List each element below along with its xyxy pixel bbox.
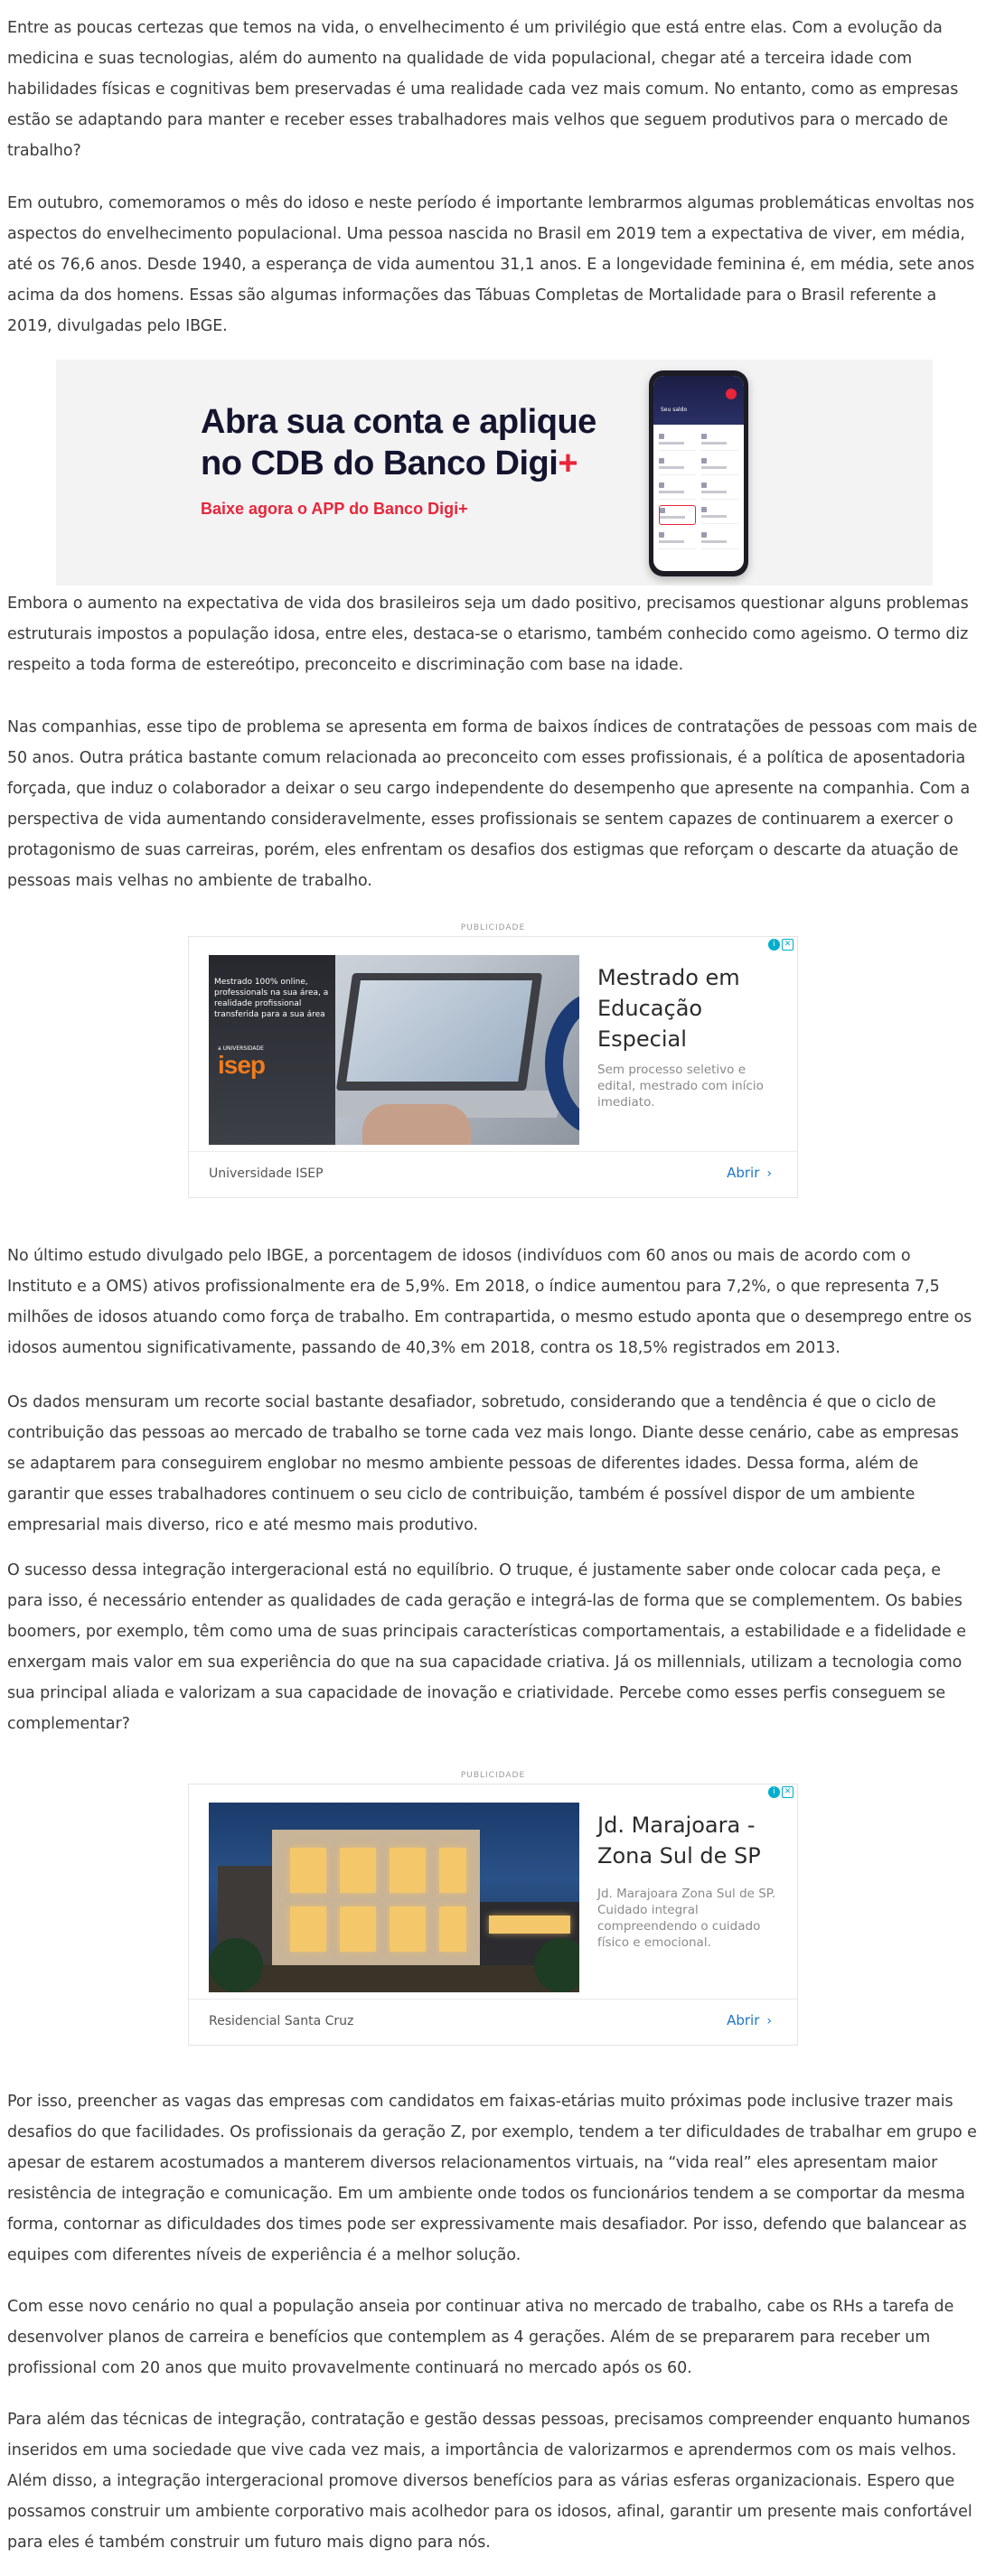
ad-image[interactable] bbox=[209, 955, 579, 1145]
ad-image-text-panel bbox=[209, 955, 335, 1145]
ground-graphic bbox=[209, 1965, 579, 1992]
chevron-right-icon: › bbox=[766, 2014, 772, 2028]
phone-menu-item bbox=[701, 432, 738, 451]
ad-open-button[interactable] bbox=[727, 1165, 772, 1181]
ad-choices[interactable] bbox=[768, 1786, 793, 1799]
ad-footer bbox=[189, 1151, 797, 1197]
phone-menu-item bbox=[659, 530, 696, 549]
phone-menu-item bbox=[659, 481, 696, 500]
ad-image-text: Mestrado 100% online, professionals na sua área, a realidade profissional transferida para a sua área bbox=[214, 978, 329, 1019]
ad-advertiser[interactable]: Residencial Santa Cruz bbox=[209, 2014, 354, 2028]
ad-description: Sem processo seletivo e edital, mestrado com início imediato. bbox=[597, 1063, 764, 1110]
ad-description: Jd. Marajoara Zona Sul de SP. Cuidado integral compreendendo o cuidado físico e emocional. bbox=[597, 1887, 776, 1950]
article-paragraph: Os dados mensuram um recorte social bastante desafiador, sobretudo, considerando que a tendência é que o ciclo de contribuição das pessoas ao mercado de trabalho se torne cada vez mais longo. Diante desse cenário, cabe as empresas se adaptarem para conseguirem englobar no mesmo ambiente pessoas de diferentes idades. Dessa forma, além de garantir que esses trabalhadores continuem o seu ciclo de contribuição, também é possível dispor de um ambiente empresarial mais diverso, rico e até mesmo mais produtivo. bbox=[7, 1393, 959, 1534]
phone-menu-item bbox=[701, 505, 738, 524]
phone-greeting: Seu saldo bbox=[661, 407, 688, 413]
ad-headline[interactable]: Mestrado em Educação Especial bbox=[597, 965, 740, 1052]
close-icon[interactable]: ✕ bbox=[782, 1786, 793, 1798]
article-paragraph: Entre as poucas certezas que temos na vida, o envelhecimento é um privilégio que está entre elas. Com a evolução da medicina e suas tecnologias, além do aumento na qualidade de vida populacional, chegar até a terceira idade com habilidades físicas e cognitivas bem preservadas é uma realidade cada vez mais comum. No entanto, como as empresas estão se adaptando para manter e receber esses trabalhadores mais velhos que seguem produtivos para o mercado de trabalho? bbox=[7, 19, 959, 160]
ad-card-isep[interactable] bbox=[188, 936, 798, 1198]
banner-title-line1: Abra sua conta e aplique bbox=[201, 403, 596, 441]
ad-open-label: Abrir bbox=[727, 2012, 760, 2028]
notification-dot-icon bbox=[726, 389, 737, 399]
article-paragraph: Para além das técnicas de integração, contratação e gestão dessas pessoas, precisamos compreender enquanto humanos inseridos em uma sociedade que vive cada vez mais, a importância de valorizarmos e aprendermos com os mais velhos. Além disso, a integração intergeracional promove diversos benefícios para as várias esferas organizacionais. Espero que possamos construir um ambiente corporativo mais acolhedor para os idosos, afinal, garantir um presente mais confortável para eles é também construir um futuro mais digno para nós. bbox=[7, 2411, 972, 2552]
banner-plus: + bbox=[558, 445, 578, 482]
banner-title bbox=[201, 401, 634, 484]
bank-banner-ad[interactable] bbox=[56, 360, 933, 585]
info-icon[interactable]: i bbox=[768, 1786, 780, 1798]
ad-label: PUBLICIDADE bbox=[460, 1771, 526, 1780]
ad-headline[interactable]: Jd. Marajoara - Zona Sul de SP bbox=[597, 1813, 761, 1869]
phone-screen bbox=[653, 376, 744, 571]
hand-graphic bbox=[362, 1104, 471, 1145]
tree-graphic bbox=[209, 1938, 263, 1992]
ad-open-button[interactable] bbox=[727, 2012, 772, 2028]
info-icon[interactable]: i bbox=[768, 939, 780, 951]
laptop-graphic bbox=[336, 973, 542, 1091]
isep-logo-text: isep bbox=[218, 1051, 266, 1079]
banner-subtitle: Baixe agora o APP do Banco Digi+ bbox=[201, 500, 468, 518]
ad-open-label: Abrir bbox=[727, 1165, 760, 1181]
ad-card-residencial[interactable] bbox=[188, 1784, 798, 2046]
phone-menu-item bbox=[701, 530, 738, 549]
phone-menu-item-active bbox=[659, 505, 696, 525]
isep-logo bbox=[218, 1045, 281, 1085]
ad-image[interactable] bbox=[209, 1803, 579, 1992]
article-paragraph: Em outubro, comemoramos o mês do idoso e neste período é importante lembrarmos algumas problemáticas envoltas nos aspectos do envelhecimento populacional. Uma pessoa nascida no Brasil em 2019 tem a expectativa de viver, em média, até os 76,6 anos. Desde 1940, a esperança de vida aumentou 31,1 anos. E a longevidade feminina é, em média, sete anos acima da dos homens. Essas são algumas informações das Tábuas Completas de Mortalidade para o Brasil referente a 2019, divulgadas pelo IBGE. bbox=[7, 194, 975, 335]
phone-menu-item bbox=[701, 481, 738, 500]
chevron-right-icon: › bbox=[766, 1166, 772, 1181]
article-paragraph: Por isso, preencher as vagas das empresas com candidatos em faixas-etárias muito próximas pode inclusive trazer mais desafios do que facilidades. Os profissionais da geração Z, por exemplo, tendem a ter dificuldades de trabalhar em grupo e apesar de estarem acostumados a manterem diversos relacionamentos virtuais, na “vida real” eles apresentam maior resistência de integração e comunicação. Em um ambiente onde todos os funcionários tendem a se comportar da mesma forma, contornar as dificuldades dos times pode ser expressivamente mais desafiador. Por isso, defendo que balancear as equipes com diferentes níveis de experiência é a melhor solução. bbox=[7, 2093, 977, 2264]
ad-choices[interactable] bbox=[768, 939, 793, 951]
article-paragraph: O sucesso dessa integração intergeracional está no equilíbrio. O truque, é justamente saber onde colocar cada peça, e para isso, é necessário entender as qualidades de cada geração e integrá-las de forma que se complementem. Os babies boomers, por exemplo, têm como uma de suas principais características comportamentais, a estabilidade e a fidelidade e enxergam mais valor em sua experiência do que na sua capacidade criativa. Já os millennials, utilizam a tecnologia como sua principal aliada e valorizam a sua capacidade de inovação e criatividade. Percebe como esses perfis conseguem se complementar? bbox=[7, 1561, 966, 1733]
article-paragraph: Com esse novo cenário no qual a população anseia por continuar ativa no mercado de trabalho, cabe os RHs a tarefa de desenvolver planos de carreira e benefícios que contemplem as 4 gerações. Além de se prepararem para receber um profissional com 20 anos que muito provavelmente continuará no mercado após os 60. bbox=[7, 2298, 954, 2377]
phone-menu-item bbox=[659, 432, 696, 451]
close-icon[interactable]: ✕ bbox=[782, 939, 793, 951]
ad-advertiser[interactable]: Universidade ISEP bbox=[209, 1166, 324, 1181]
phone-mockup bbox=[649, 370, 748, 576]
ad-label: PUBLICIDADE bbox=[460, 923, 526, 932]
article-paragraph: Nas companhias, esse tipo de problema se apresenta em forma de baixos índices de contratações de pessoas com mais de 50 anos. Outra prática bastante comum relacionada ao preconceito com esses profissionais, é a política de aposentadoria forçada, que induz o colaborador a deixar o seu cargo independente do desempenho que apresente na companhia. Com a perspectiva de vida aumentando consideravelmente, esses profissionais se sentem capazes de continuarem a exercer o protagonismo de suas carreiras, porém, eles enfrentam os desafios dos estigmas que reforçam o descarte da atuação de pessoas mais velhas no ambiente de trabalho. bbox=[7, 718, 978, 890]
phone-menu-grid bbox=[653, 425, 744, 557]
phone-menu-item bbox=[701, 456, 738, 475]
ad-footer bbox=[189, 1999, 797, 2045]
phone-header bbox=[653, 376, 744, 425]
phone-menu-item bbox=[659, 456, 696, 475]
banner-title-line2: no CDB do Banco Digi bbox=[201, 445, 559, 482]
article-paragraph: Embora o aumento na expectativa de vida dos brasileiros seja um dado positivo, precisamos questionar alguns problemas estruturais impostos a população idosa, entre eles, destaca-se o etarismo, também conhecido como ageismo. O termo diz respeito a toda forma de estereótipo, preconceito e discriminação com base na idade. bbox=[7, 595, 969, 674]
building-graphic bbox=[272, 1830, 480, 1965]
isep-logo-small: a UNIVERSIDADE bbox=[218, 1045, 264, 1052]
article-paragraph: No último estudo divulgado pelo IBGE, a porcentagem de idosos (indivíduos com 60 anos ou mais de acordo com o Instituto e a OMS) ativos profissionalmente era de 5,9%. Em 2018, o índice aumentou para 7,2%, o que representa 7,5 milhões de idosos atuando como força de trabalho. Em contrapartida, o mesmo estudo aponta que o desemprego entre os idosos aumentou significativamente, passando de 40,3% em 2018, contra os 18,5% registrados em 2013. bbox=[7, 1247, 972, 1357]
